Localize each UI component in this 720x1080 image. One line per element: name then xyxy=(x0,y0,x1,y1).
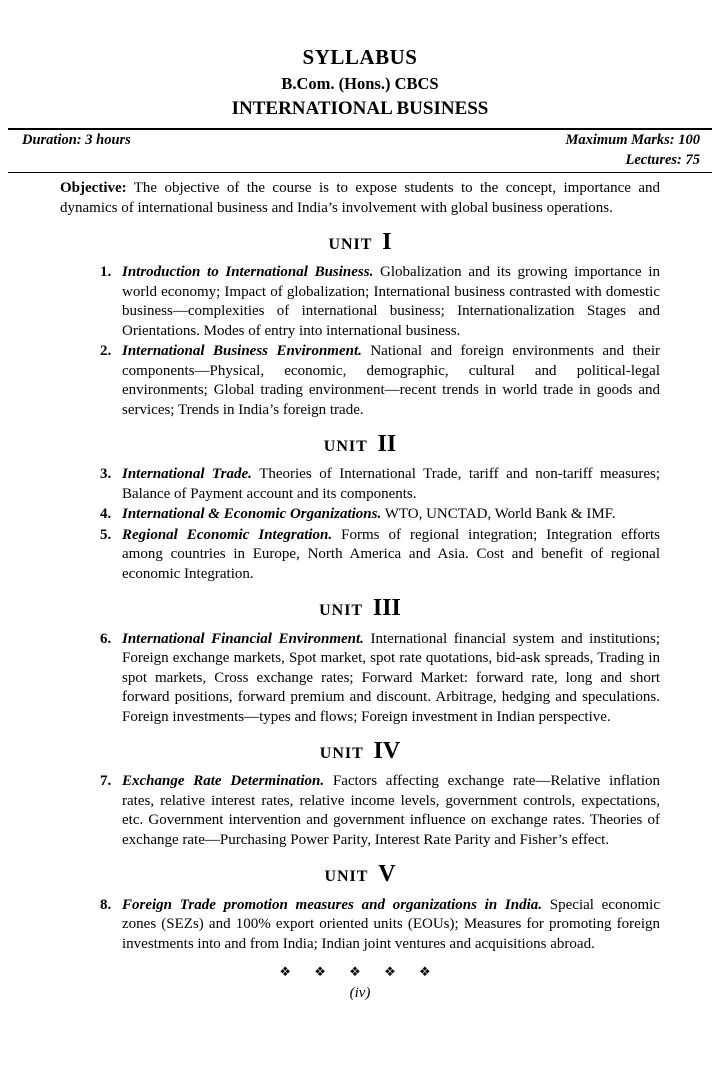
unit-label: UNIT xyxy=(319,602,364,620)
unit-heading xyxy=(60,859,660,890)
list-item-lead: International Trade. xyxy=(122,466,252,483)
list-item-lead: International Financial Environment. xyxy=(122,630,364,647)
unit-section-4 xyxy=(60,736,660,850)
page-number: (iv) xyxy=(349,984,371,1001)
ornament-divider: ❖ ❖ ❖ ❖ ❖ xyxy=(279,964,441,980)
list-item-number: 2. xyxy=(100,343,112,360)
duration-text: Duration: 3 hours xyxy=(22,132,131,149)
list-item-number: 7. xyxy=(100,773,112,790)
list-item xyxy=(100,630,660,728)
unit-heading xyxy=(60,429,660,460)
list-item xyxy=(100,505,660,525)
list-item xyxy=(100,896,660,955)
objective-paragraph xyxy=(60,179,660,218)
unit-numeral: V xyxy=(378,861,396,888)
unit-heading xyxy=(60,227,660,258)
list-item-text: Theories of International Trade, tariff and non-tariff measures; Balance of Payment account and its components. xyxy=(122,466,660,502)
objective-label: Objective: xyxy=(60,180,127,197)
unit-label: UNIT xyxy=(323,438,368,456)
meta-row xyxy=(8,130,712,150)
page-title: SYLLABUS xyxy=(302,45,418,69)
unit-section-2 xyxy=(60,429,660,584)
list-item-lead: International & Economic Organizations. xyxy=(122,506,382,523)
list-item-number: 4. xyxy=(100,506,112,523)
list-item-lead: International Business Environment. xyxy=(122,343,362,360)
list-item-text: International financial system and institutions; Foreign exchange markets, Spot market, spot rate quotations, bid-ask spreads, Trading in spot markets, Cross exchange rates; Forward Market: forward rate, long and short forward positions, forward premium and discount. Arbitrage, hedging and speculations. Foreign investments—types and flows; Foreign investment in Indian perspective. xyxy=(122,630,660,725)
list-item-lead: Exchange Rate Determination. xyxy=(122,773,325,790)
unit-heading xyxy=(60,736,660,767)
list-item-text: National and foreign environments and their components—Physical, economic, demographic, cultural and political-legal environments; Global trading environment—recent trends in world trade in goods and services; Trends in India’s foreign trade. xyxy=(122,343,660,418)
list-item-text: Factors affecting exchange rate—Relative inflation rates, relative interest rates, relative income levels, government controls, expectations, etc. Government intervention and government influence on exchange rates. Theories of exchange rate—Purchasing Power Parity, Interest Rate Parity and Fisher’s effect. xyxy=(122,773,660,848)
list-item-number: 6. xyxy=(100,630,112,647)
list-item-lead: Regional Economic Integration. xyxy=(122,526,333,543)
list-item-text: Globalization and its growing importance in world economy; Impact of globalization; International business contrasted with domestic business—complexities of international business; Internationalization Stages and Orientations. Modes of entry into international business. xyxy=(122,264,660,339)
lectures-text: Lectures: 75 xyxy=(625,152,700,169)
program-name: B.Com. (Hons.) CBCS xyxy=(281,74,439,94)
meta-row xyxy=(8,150,712,172)
list-item xyxy=(100,263,660,341)
list-item-number: 1. xyxy=(100,264,112,281)
unit-label: UNIT xyxy=(328,236,373,254)
unit-label: UNIT xyxy=(319,745,364,763)
list-item-number: 3. xyxy=(100,466,112,483)
list-item xyxy=(100,342,660,420)
document-header xyxy=(8,44,712,121)
course-meta xyxy=(8,128,712,173)
unit-label: UNIT xyxy=(324,868,369,886)
list-item xyxy=(100,772,660,850)
unit-section-5 xyxy=(60,859,660,954)
course-name: INTERNATIONAL BUSINESS xyxy=(231,97,489,119)
list-item-text: Special economic zones (SEZs) and 100% export oriented units (EOUs); Measures for promoting foreign investments into and from India; Indian joint ventures and acquisitions abroad. xyxy=(122,896,660,952)
list-item-number: 8. xyxy=(100,896,112,913)
list-item-text: Forms of regional integration; Integration efforts among countries in Europe, North America and Asia. Cost and benefit of regional economic Integration. xyxy=(122,526,660,582)
list-item-lead: Introduction to International Business. xyxy=(122,264,374,281)
unit-section-3 xyxy=(60,593,660,727)
document-body xyxy=(8,179,712,1003)
list-item xyxy=(100,465,660,504)
unit-numeral: IV xyxy=(373,738,401,765)
divider-bottom xyxy=(8,172,712,173)
unit-numeral: II xyxy=(377,431,397,458)
max-marks-text: Maximum Marks: 100 xyxy=(565,132,700,149)
unit-heading xyxy=(60,593,660,624)
list-item xyxy=(100,526,660,585)
unit-numeral: III xyxy=(372,595,401,622)
objective-text: The objective of the course is to expose students to the concept, importance and dynamics of international business and India’s involvement with global business operations. xyxy=(60,180,660,216)
list-item-lead: Foreign Trade promotion measures and organizations in India. xyxy=(122,896,543,913)
unit-section-1 xyxy=(60,227,660,420)
list-item-number: 5. xyxy=(100,526,112,543)
list-item-text: WTO, UNCTAD, World Bank & IMF. xyxy=(384,506,616,523)
unit-numeral: I xyxy=(382,229,392,256)
